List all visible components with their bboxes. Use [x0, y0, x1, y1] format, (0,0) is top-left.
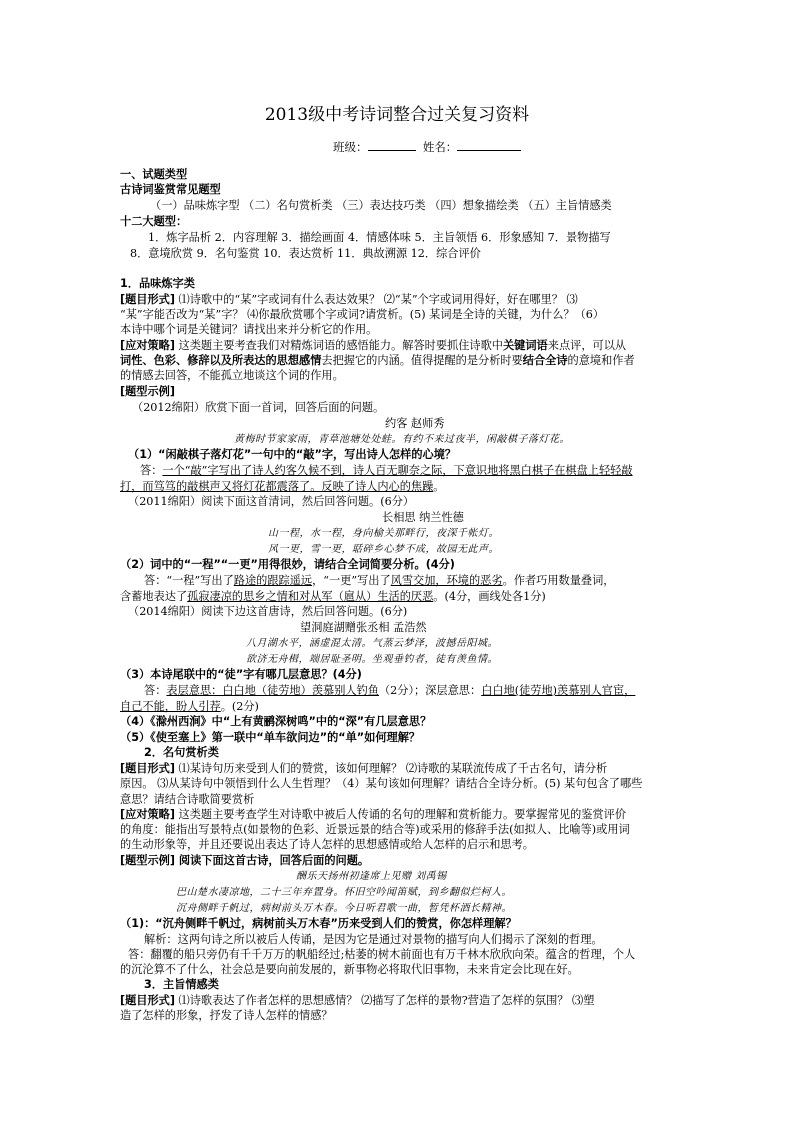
paragraph-line: 造了怎样的形象，抒发了诗人怎样的情感？ [120, 1009, 333, 1022]
text-span: 的意境和作者 [567, 354, 635, 367]
text-span: 含蓄地表达了 [120, 590, 188, 603]
tag-label: [题型示例] [120, 385, 175, 398]
poem-line: 八月湖水平，涵虚混太清。气蒸云梦泽，波撼岳阳城。 [246, 638, 498, 649]
class-blank[interactable] [368, 139, 416, 151]
question: （4）《滁州西涧》中“上有黄鹂深树鸣”中的“深”有几层意思？ [120, 715, 432, 728]
emphasis-span: 词性、色彩、修辞以及所表达的思想感情 [120, 354, 322, 367]
class-name-line [333, 139, 521, 155]
answer-line [120, 479, 444, 494]
underlined-span: 表层意思：白白地（徒劳地）羡慕别人钓鱼 [166, 684, 379, 697]
subsection-heading: 十二大题型： [120, 215, 188, 228]
poem-line: 欲济无舟楫，端居耻圣明。坐观垂钓者，徒有羡鱼情。 [246, 654, 498, 665]
poem-line: 巴山楚水凄凉地，二十三年弃置身。怀旧空吟闻笛赋，到乡翻似烂柯人。 [176, 887, 512, 898]
text-span: 来点评，可以从 [547, 339, 627, 352]
paragraph-line [120, 292, 578, 307]
tag-label: [题目形式] [120, 994, 175, 1007]
text-span: （2分）；深层意思： [378, 684, 482, 697]
paragraph-line [120, 993, 594, 1008]
question: （2）词中的“一程”“一更”用得很妙，请结合全词简要分析。(4分) [120, 558, 455, 571]
subsection-heading: 古诗词鉴赏常见题型 [120, 183, 221, 196]
text-span: 答：“一程”写出了 [144, 574, 234, 587]
poem-line: 沉舟侧畔千帆过，病树前头万木春。今日听君歌一曲，暂凭杯酒长精神。 [176, 903, 512, 914]
underlined-span: 一个“敲”字写出了诗人约客久候不到，诗人百无聊奈之际，下意识地将黑白棋子在棋盘上轻轻敲 [162, 464, 633, 477]
answer-line [140, 463, 633, 478]
poem-line: 山一程，水一程，身向榆关那畔行，夜深千帐灯。 [268, 528, 499, 539]
name-blank[interactable] [457, 139, 521, 151]
text-span: ⑴某诗句历来受到人们的赞赏，该如何理解？ ⑵诗歌的某联流传成了千古名句，请分析 [174, 762, 608, 775]
tag-label: [应对策略] [120, 808, 175, 821]
poem-title: 酬乐天扬州初逢席上见赠 刘禹锡 [296, 871, 447, 882]
section-heading: 一、试题类型 [120, 168, 188, 181]
text-span: 答： [144, 684, 167, 697]
underlined-span: 打，而笃笃的敲棋声又将灯花都震落了。反映了诗人内心的焦躁 [120, 480, 434, 493]
underlined-span: 白白地(徒劳地)羡慕别人官宦， [481, 684, 636, 697]
poem-title: 望洞庭湖赠张丞相 孟浩然 [300, 621, 427, 634]
poem-title: 约客 赵师秀 [385, 417, 445, 430]
text-span: 。(4分，画线处各1分) [433, 590, 546, 603]
text-span: ⑴诗歌表达了作者怎样的思想感情？ ⑵描写了怎样的景物?营造了怎样的氛围？ ⑶塑 [174, 994, 595, 1007]
underlined-span: 路途的跟踪遥远 [233, 574, 313, 587]
example-intro: （2014绵阳）阅读下边这首唐诗，然后回答问题。(6分) [128, 605, 408, 618]
example-intro: （2011绵阳）阅读下面这首清词，然后回答问题。(6分） [128, 495, 415, 508]
text-span: 。 [433, 480, 445, 493]
answer-line [144, 683, 635, 698]
paragraph-line [120, 807, 626, 822]
answer-line [120, 589, 546, 604]
type-list: 8．意境欣赏 9．名句鉴赏 10．表达赏析 11．典故溯源 12．综合评价 [130, 247, 481, 260]
paragraph-line: 意思？请结合诗歌简要赏析 [120, 793, 255, 806]
paragraph-line: 原因。 ⑶从某诗句中领悟到什么人生哲理？（4）某句该如何理解？请结合全诗分析。(5) 某句包含了哪些 [120, 777, 643, 790]
answer-line [144, 573, 614, 588]
name-label: 姓名： [422, 140, 458, 154]
paragraph-line: 本诗中哪个词是关键词？请找出来并分析它的作用。 [120, 323, 378, 336]
paragraph-line: “某”字能否改为“某”字？ ⑷你最欣赏哪个字或词?请赏析。(5) 某词是全诗的关键，为什么？（6） [120, 308, 605, 321]
answer-line: 答：翻覆的船只旁仍有千千万万的帆船经过;枯萎的树木前面也有万千林木欣欣向荣。蕴含的哲理，个人 [128, 948, 636, 961]
type-list: 1．炼字品析 2．内容理解 3．描绘画面 4．情感体味 5．主旨领悟 6．形象感知 7．景物描写 [148, 231, 611, 244]
text-span: 阅读下面这首古诗，回答后面的问题。 [174, 854, 370, 867]
text-span: 答： [140, 464, 163, 477]
text-span: 去把握它的内涵。值得提醒的是分析时要 [321, 354, 523, 367]
underlined-span: 自己不能，盼人引荐 [120, 700, 221, 713]
underlined-span: 风雪交加，环境的恶劣 [390, 574, 503, 587]
question: （1）“闲敲棋子落灯花”一句中的“敲”字，写出诗人怎样的心境？ [128, 448, 457, 461]
question: （1)：“沉舟侧畔千帆过，病树前头万木春”历来受到人们的赞赏，你怎样理解？ [120, 917, 517, 930]
answer-line [120, 699, 259, 714]
category-heading: 1．品味炼字类 [120, 277, 195, 290]
text-span: ，“一更”写出了 [312, 574, 391, 587]
answer-line: 解析：这两句诗之所以被后人传诵，是因为它是通过对景物的描写向人们揭示了深刻的哲理。 [144, 933, 603, 946]
tag-label: [题型示例] [120, 854, 175, 867]
page-title: 2013级中考诗词整合过关复习资料 [264, 105, 530, 125]
text-span: ⑴诗歌中的“某”字或词有什么表达效果？ ⑵“某”个字或词用得好，好在哪里？ ⑶ [174, 293, 578, 306]
answer-line: 的沉沦算不了什么，社会总是要向前发展的，新事物必将取代旧事物，未来肯定会比现在好。 [120, 963, 579, 976]
paragraph-line: 的角度：能指出写景特点(如景物的色彩、近景远景的结合等)或采用的修辞手法(如拟人、比喻等)或用词 [120, 823, 630, 836]
paragraph-line [120, 853, 369, 868]
example-intro: （2012绵阳）欣赏下面一首词，回答后面的问题。 [132, 401, 385, 414]
poem-title: 长相思 纳兰性德 [382, 511, 464, 524]
type-list: （一）品味炼字型 （二）名句赏析类 （三）表达技巧类 （四）想象描绘类 （五）主旨情感类 [150, 199, 612, 212]
tag-label: [应对策略] [120, 339, 175, 352]
text-span: 这类题主要考查学生对诗歌中被后人传诵的名句的理解和赏析能力。要掌握常见的鉴赏评价 [174, 808, 627, 821]
paragraph-line [120, 761, 607, 776]
category-heading: 3．主旨情感类 [144, 978, 219, 991]
text-span: 。(2分) [220, 700, 259, 713]
paragraph-line: 的生动形象等，并且还要说出表达了诗人怎样的思想感情或给人怎样的启示和思考。 [120, 838, 534, 851]
tag-label: [题目形式] [120, 762, 175, 775]
text-span: 这类题主要考查我们对精炼词语的感悟能力。解答时要抓住诗歌中 [174, 339, 503, 352]
question: （5）《使至塞上》第一联中“单车欲问边”的“单”如何理解？ [120, 731, 421, 744]
text-span: 。作者巧用数量叠词， [502, 574, 615, 587]
emphasis-span: 结合全诗 [522, 354, 568, 367]
category-heading: 2．名句赏析类 [144, 746, 219, 759]
poem-line: 风一更，雪一更，聒碎乡心梦不成，故园无此声。 [268, 544, 499, 555]
class-label: 班级： [333, 140, 368, 154]
question: （3）本诗尾联中的“徒”字有哪几层意思？(4分) [120, 668, 362, 681]
emphasis-span: 关键词语 [502, 339, 548, 352]
underlined-span: 孤寂凄凉的思乡之情和对从军（扈从）生活的厌恶 [187, 590, 434, 603]
paragraph-line: 的情感去回答，不能孤立地谈这个词的作用。 [120, 369, 344, 382]
poem-line: 黄梅时节家家雨，青草池塘处处蛙。有约不来过夜半，闲敲棋子落灯花。 [234, 434, 570, 445]
tag-label: [题目形式] [120, 293, 175, 306]
paragraph-line [120, 353, 635, 368]
paragraph-line [120, 338, 626, 353]
